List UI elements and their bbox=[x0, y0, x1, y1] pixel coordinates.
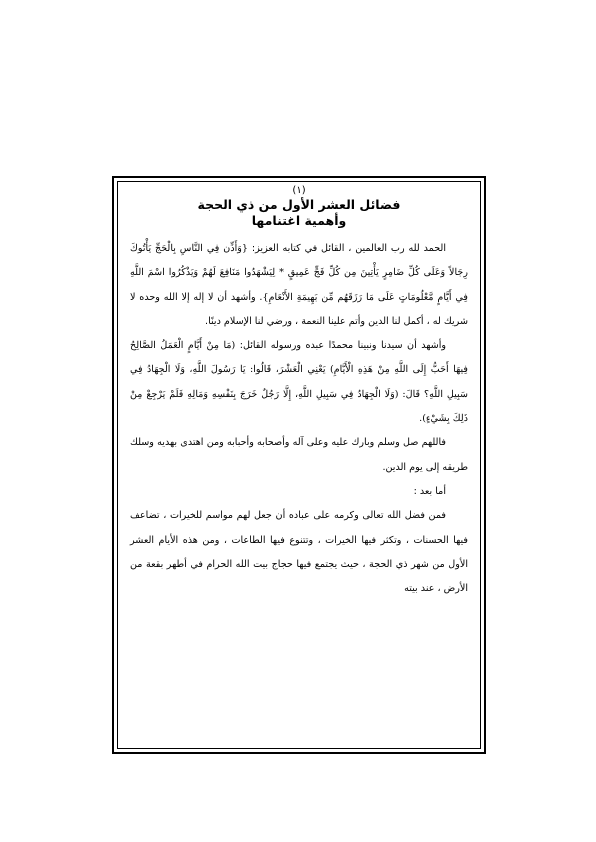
document-body bbox=[130, 185, 468, 601]
page-number: (١) bbox=[292, 185, 306, 196]
paragraph-3: فاللهم صل وسلم وبارك عليه وعلى آله وأصحابه وأحبابه ومن اهتدى بهديه وسلك طريقه إلى يوم الدين. bbox=[130, 437, 468, 473]
paragraph-5: فمن فضل الله تعالى وكرمه على عباده أن جعل لهم مواسم للخيرات ، تضاعف فيها الحسنات ، وتكثر فيها الخيرات ، وتتنوع فيها الطاعات ، ومن هذه الأيام العشر الأول من شهر ذي الحجة ، حيث يجتمع فيها حجاج بيت الله الحرام في أطهر بقعة من الأرض ، عند بيته bbox=[130, 510, 468, 595]
paragraph-1-rest: . وأشهد أن لا إله إلا الله وحده لا شريك له ، أكمل لنا الدين وأتم علينا النعمة ، ورضي لنا الإسلام دينًا. bbox=[130, 291, 468, 327]
paragraph-2-intro: وأشهد أن سيدنا ونبينا محمدًا عبده ورسوله القائل: bbox=[235, 340, 446, 352]
title-line-2: وأهمية اغتنامها bbox=[251, 213, 347, 228]
paragraph-1 bbox=[130, 237, 468, 334]
paragraph-4: أما بعد : bbox=[413, 485, 446, 497]
quran-verse: {وَأَذِّن فِي النَّاسِ بِالْحَجِّ يَأْتُوكَ رِجَالاً وَعَلَى كُلِّ ضَامِرٍ يَأْتِينَ مِن كُلِّ فَجٍّ عَمِيقٍ * لِيَشْهَدُوا مَنَافِعَ لَهُمْ وَيَذْكُرُوا اسْمَ اللَّهِ فِي أَيَّامٍ مَّعْلُومَاتٍ عَلَى مَا رَزَقَهُم مِّن بَهِيمَةِ الأَنْعَامِ} bbox=[130, 243, 468, 303]
paragraph-2 bbox=[130, 334, 468, 431]
paragraph-1-intro: الحمد لله رب العالمين ، القائل في كتابه العزيز: bbox=[248, 243, 446, 254]
title-line-1: فضائل العشر الأول من ذي الحجة bbox=[197, 197, 401, 212]
hadith-text: (مَا مِنْ أَيَّامٍ الْعَمَلُ الصَّالِحُ فِيهَا أَحَبُّ إِلَى اللَّهِ مِنْ هَذِهِ الْأَيَّامِ) يَعْنِي الْعَشْرَ، قَالُوا: يَا رَسُولَ اللَّهِ، وَلَا الْجِهَادُ فِي سَبِيلِ اللَّهِ؟ قَالَ: (وَلَا الْجِهَادُ فِي سَبِيلِ اللَّهِ، إِلَّا رَجُلٌ خَرَجَ بِنَفْسِهِ وَمَالِهِ فَلَمْ يَرْجِعْ مِنْ ذَلِكَ بِشَيْءٍ). bbox=[130, 340, 468, 425]
